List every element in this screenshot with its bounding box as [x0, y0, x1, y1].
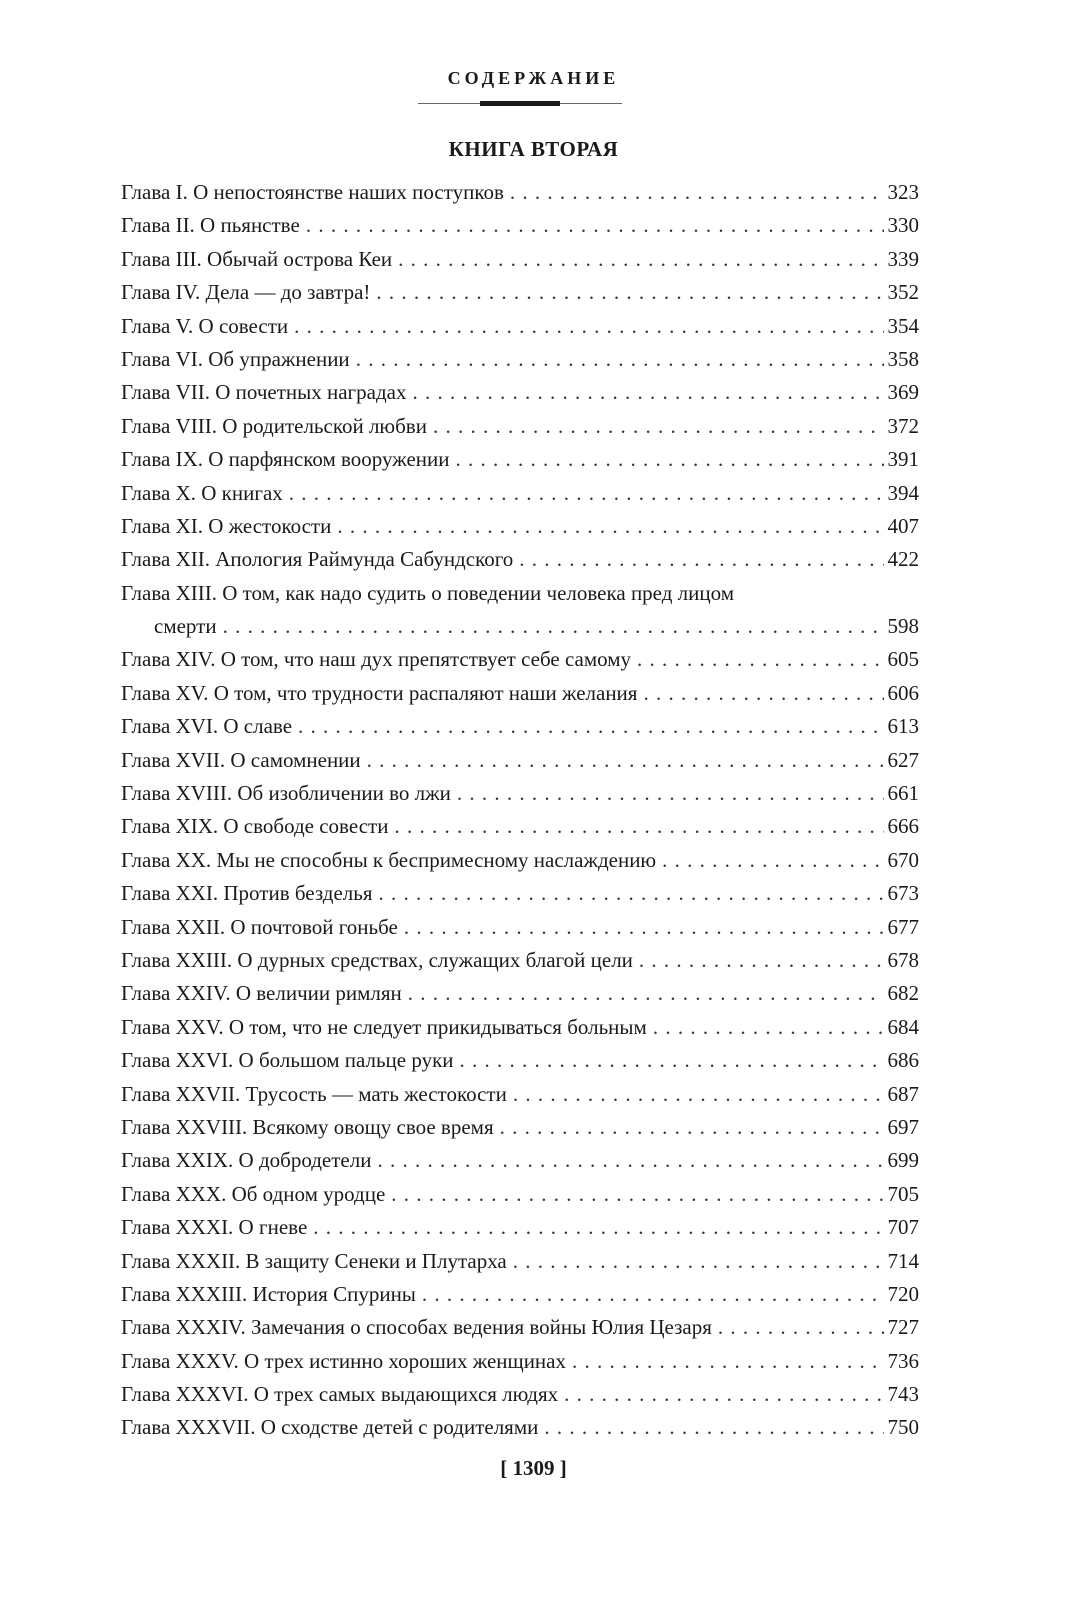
toc-entry-title: Глава I. О непостоянстве наших поступков: [121, 180, 504, 204]
toc-entry: [121, 1178, 919, 1211]
toc-entry: [121, 209, 919, 242]
toc-entry-title: Глава XXX. Об одном уродце: [121, 1181, 386, 1206]
toc-entry: [121, 1144, 919, 1177]
toc-entry: [121, 810, 919, 843]
toc-entry-page: 720: [887, 1281, 919, 1306]
toc-entry-page: 678: [887, 947, 919, 972]
toc-entry-page: 707: [887, 1215, 919, 1240]
toc-entry: [121, 1378, 919, 1411]
toc-entry-title: Глава XXIX. О добродетели: [121, 1148, 372, 1173]
toc-entry: [121, 376, 919, 409]
dot-leader: [223, 610, 884, 643]
dot-leader: [408, 977, 884, 1010]
toc-entry: [121, 844, 919, 877]
toc-entry-title: Глава XIV. О том, что наш дух препятствует себе самому: [121, 647, 632, 672]
toc-entry-page: 750: [887, 1415, 919, 1440]
dot-leader: [513, 1078, 884, 1111]
toc-entry-page: 727: [887, 1315, 919, 1340]
dot-leader: [413, 376, 884, 409]
dot-leader: [298, 710, 883, 743]
toc-entry-page: 613: [887, 714, 919, 739]
toc-entry: [121, 276, 919, 309]
dot-leader: [643, 677, 883, 710]
table-of-contents: [121, 176, 919, 1445]
dot-leader: [544, 1411, 883, 1444]
toc-entry-title: Глава IX. О парфянском вооружении: [121, 447, 450, 472]
toc-entry-page: 605: [887, 647, 919, 672]
dot-leader: [313, 1211, 883, 1244]
toc-entry-page: 407: [887, 513, 919, 538]
toc-entry-page: 358: [887, 346, 919, 371]
toc-entry-page: 687: [887, 1081, 919, 1106]
toc-entry-title: Глава XXXII. В защиту Сенеки и Плутарха: [121, 1248, 507, 1273]
toc-entry-title: Глава XVII. О самомнении: [121, 747, 361, 772]
toc-entry-title: Глава XI. О жестокости: [121, 513, 332, 538]
toc-entry-title: Глава XXXVI. О трех самых выдающихся людях: [121, 1382, 559, 1407]
dot-leader: [422, 1278, 884, 1311]
dot-leader: [460, 1044, 884, 1077]
toc-entry: [121, 1278, 919, 1311]
toc-entry-page: 661: [887, 781, 919, 806]
dot-leader: [391, 1178, 883, 1211]
toc-entry-page: 666: [887, 814, 919, 839]
toc-entry-title: Глава VIII. О родительской любви: [121, 413, 427, 438]
toc-entry-title: Глава XV. О том, что трудности распаляют наши желания: [121, 680, 638, 705]
toc-entry-page: 736: [887, 1348, 919, 1373]
toc-entry-title: Глава XXV. О том, что не следует прикидываться больным: [121, 1014, 647, 1039]
dot-leader: [513, 1245, 884, 1278]
toc-entry-title: Глава XXI. Против безделья: [121, 881, 373, 906]
dot-leader: [394, 810, 883, 843]
toc-entry-page: 372: [887, 413, 919, 438]
toc-entry-page: 391: [887, 447, 919, 472]
toc-entry-page: 323: [887, 180, 919, 204]
head-rule-ornament: [480, 101, 560, 106]
toc-entry-title: Глава XXXIII. История Спурины: [121, 1281, 416, 1306]
dot-leader: [376, 276, 883, 309]
toc-entry: [121, 176, 919, 209]
toc-entry: [121, 977, 919, 1010]
toc-entry-page: 682: [887, 981, 919, 1006]
toc-entry-title: Глава XX. Мы не способны к беспримесному наслаждению: [121, 847, 657, 872]
toc-entry-title: Глава XXIII. О дурных средствах, служащих благой цели: [121, 947, 633, 972]
toc-entry-page: 677: [887, 914, 919, 939]
toc-entry: [121, 510, 919, 543]
toc-entry-title: Глава II. О пьянстве: [121, 213, 300, 238]
toc-entry-title: Глава XXIV. О величии римлян: [121, 981, 402, 1006]
dot-leader: [379, 877, 884, 910]
toc-entry: [121, 243, 919, 276]
toc-entry-page: 339: [887, 246, 919, 271]
toc-entry: [121, 710, 919, 743]
toc-entry: [121, 1078, 919, 1111]
toc-entry-title: Глава XXVII. Трусость — мать жестокости: [121, 1081, 507, 1106]
toc-entry-title: Глава XXXI. О гневе: [121, 1215, 308, 1240]
toc-entry-title: Глава XXXIV. Замечания о способах ведения войны Юлия Цезаря: [121, 1315, 712, 1340]
toc-entry: [121, 410, 919, 443]
toc-entry: [121, 944, 919, 977]
toc-entry-page: 684: [887, 1014, 919, 1039]
toc-entry-page: 354: [887, 313, 919, 338]
toc-entry: [121, 677, 919, 710]
toc-entry-page: 422: [887, 547, 919, 572]
toc-entry-title-line: Глава XIII. О том, как надо судить о поведении человека пред лицом: [121, 580, 735, 605]
dot-leader: [289, 477, 884, 510]
toc-entry: [121, 1245, 919, 1278]
book-title: КНИГА ВТОРАЯ: [448, 137, 619, 161]
toc-entry: [121, 777, 919, 810]
dot-leader: [306, 209, 884, 242]
dot-leader: [337, 510, 883, 543]
toc-entry: [121, 310, 919, 343]
toc-entry: [121, 1411, 919, 1444]
toc-entry-title: Глава XXXV. О трех истинно хороших женщинах: [121, 1348, 566, 1373]
toc-entry: [121, 643, 919, 676]
dot-leader: [433, 410, 884, 443]
toc-entry-page: 670: [887, 847, 919, 872]
toc-entry: [121, 1044, 919, 1077]
page-number: [ 1309 ]: [500, 1456, 567, 1480]
toc-entry-page: 697: [887, 1114, 919, 1139]
toc-entry: [121, 1345, 919, 1378]
dot-leader: [662, 844, 883, 877]
dot-leader: [572, 1345, 884, 1378]
dot-leader: [294, 310, 883, 343]
toc-entry-title: Глава XXVIII. Всякому овощу свое время: [121, 1114, 494, 1139]
toc-entry-page: 673: [887, 881, 919, 906]
toc-entry-title: Глава III. Обычай острова Кеи: [121, 246, 393, 271]
toc-entry-title: смерти: [154, 614, 217, 639]
dot-leader: [510, 176, 884, 209]
dot-leader: [718, 1311, 884, 1344]
toc-entry-title: Глава XXVI. О большом пальце руки: [121, 1048, 454, 1073]
toc-entry-page: 330: [887, 213, 919, 238]
dot-leader: [398, 243, 883, 276]
toc-entry-title: Глава XIX. О свободе совести: [121, 814, 389, 839]
toc-entry: [121, 543, 919, 576]
toc-entry: [121, 443, 919, 476]
dot-leader: [500, 1111, 884, 1144]
dot-leader: [519, 543, 883, 576]
dot-leader: [564, 1378, 883, 1411]
dot-leader: [639, 944, 884, 977]
toc-entry-title: Глава VII. О почетных наградах: [121, 380, 407, 405]
toc-entry-page: 743: [887, 1382, 919, 1407]
toc-entry-title: Глава V. О совести: [121, 313, 289, 338]
toc-entry-title: Глава X. О книгах: [121, 480, 283, 505]
toc-entry-page: 394: [887, 480, 919, 505]
dot-leader: [456, 443, 884, 476]
toc-entry: [121, 1111, 919, 1144]
toc-entry: [121, 610, 919, 643]
toc-entry-page: 606: [887, 680, 919, 705]
toc-entry-title: Глава XXXVII. О сходстве детей с родителями: [121, 1415, 539, 1440]
toc-entry-page: 705: [887, 1181, 919, 1206]
toc-entry: [121, 1311, 919, 1344]
toc-entry-title: Глава VI. Об упражнении: [121, 346, 350, 371]
toc-entry-page: 352: [887, 280, 919, 305]
dot-leader: [404, 911, 884, 944]
toc-entry-title: Глава IV. Дела — до завтра!: [121, 280, 371, 305]
toc-entry-page: 686: [887, 1048, 919, 1073]
toc-entry-title: Глава XVIII. Об изобличении во лжи: [121, 781, 451, 806]
toc-entry-title: Глава XVI. О славе: [121, 714, 293, 739]
toc-entry: [121, 911, 919, 944]
toc-entry-page: 369: [887, 380, 919, 405]
running-head: СОДЕРЖАНИЕ: [447, 68, 620, 88]
toc-entry: [121, 1011, 919, 1044]
toc-entry: [121, 477, 919, 510]
toc-entry-page: 714: [887, 1248, 919, 1273]
toc-entry-title: Глава XXII. О почтовой гоньбе: [121, 914, 398, 939]
toc-entry-title: Глава XII. Апология Раймунда Сабундского: [121, 547, 514, 572]
toc-entry: [121, 1211, 919, 1244]
dot-leader: [377, 1144, 883, 1177]
dot-leader: [653, 1011, 884, 1044]
toc-entry: [121, 343, 919, 376]
toc-entry-page: 598: [887, 614, 919, 639]
dot-leader: [356, 343, 884, 376]
dot-leader: [637, 643, 883, 676]
toc-entry: [121, 877, 919, 910]
toc-entry-page: 627: [887, 747, 919, 772]
toc-entry: [121, 744, 919, 777]
dot-leader: [457, 777, 884, 810]
dot-leader: [367, 744, 884, 777]
toc-entry-page: 699: [887, 1148, 919, 1173]
